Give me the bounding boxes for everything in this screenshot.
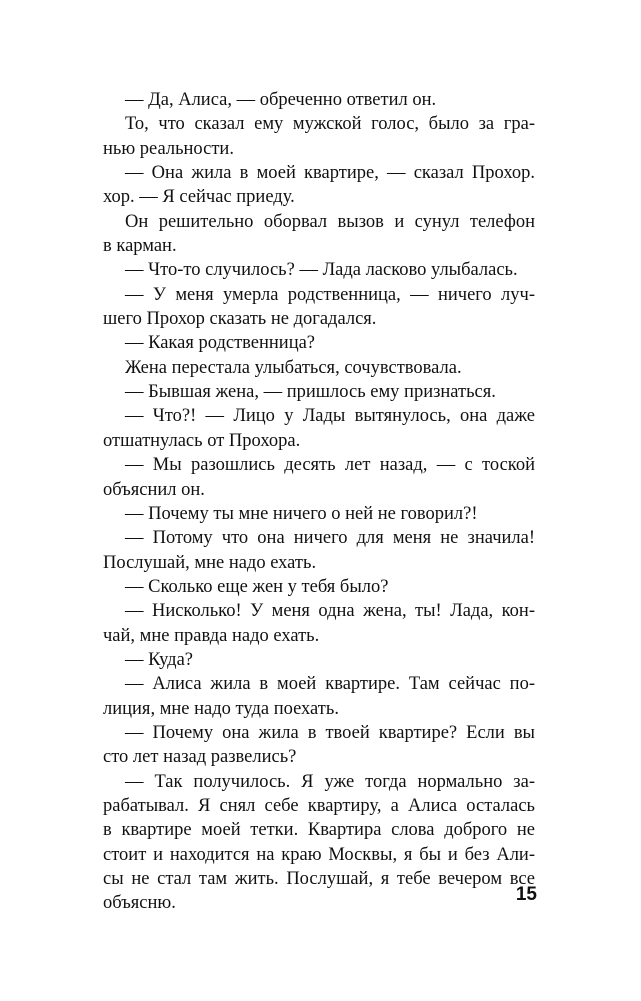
body-text — [103, 88, 535, 916]
text-line: чай, мне правда надо ехать. — [103, 625, 320, 646]
text-line: — Нисколько! У меня одна жена, ты! Лада, кон- — [125, 601, 535, 622]
text-line: шего Прохор сказать не догадался. — [103, 309, 377, 330]
text-line: — Мы разошлись десять лет назад, — с тоской — [125, 455, 535, 476]
text-line: рабатывал. Я снял себе квартиру, а Алиса осталась — [103, 795, 535, 816]
page-number: 15 — [515, 884, 537, 905]
text-line: — Какая родственница? — [125, 333, 316, 354]
text-line: стоит и находится на краю Москвы, я бы и без Али- — [103, 844, 535, 865]
text-line: хор. — Я сейчас приеду. — [103, 187, 295, 208]
text-line: Послушай, мне надо ехать. — [103, 552, 317, 573]
text-line: — Куда? — [125, 649, 193, 670]
text-line: в квартире моей тетки. Квартира слова доброго не — [103, 820, 535, 841]
text-line: — Почему она жила в твоей квартире? Если вы — [125, 722, 535, 743]
text-line: — Что-то случилось? — Лада ласково улыбалась. — [125, 260, 518, 281]
text-line: — Так получилось. Я уже тогда нормально за- — [125, 771, 535, 792]
text-line: То, что сказал ему мужской голос, было за гра- — [125, 114, 535, 135]
text-line: — Потому что она ничего для меня не значила! — [125, 528, 535, 549]
text-line: объясню. — [103, 893, 176, 914]
text-line: нью реальности. — [103, 138, 234, 159]
text-line: Он решительно оборвал вызов и сунул телефон — [125, 211, 535, 232]
text-line: в карман. — [103, 236, 177, 257]
text-line: отшатнулась от Прохора. — [103, 430, 301, 451]
text-line: — Что?! — Лицо у Лады вытянулось, она даже — [125, 406, 535, 427]
text-line: — Сколько еще жен у тебя было? — [125, 576, 389, 597]
text-line: — У меня умерла родственница, — ничего луч- — [125, 284, 535, 305]
text-line: объяснил он. — [103, 479, 205, 500]
text-line: сы не стал там жить. Послушай, я тебе вечером все — [103, 869, 535, 889]
text-line: — Бывшая жена, — пришлось ему признаться. — [125, 382, 496, 403]
text-line: — Она жила в моей квартире, — сказал Прохор. — [125, 163, 535, 184]
text-line: — Почему ты мне ничего о ней не говорил?! — [125, 503, 478, 524]
text-line: Жена перестала улыбаться, сочувствовала. — [125, 357, 462, 378]
text-line: — Да, Алиса, — обреченно ответил он. — [125, 90, 437, 110]
text-line: сто лет назад развелись? — [103, 747, 297, 768]
text-line: лиция, мне надо туда поехать. — [103, 698, 339, 719]
text-line: — Алиса жила в моей квартире. Там сейчас по- — [125, 674, 535, 695]
